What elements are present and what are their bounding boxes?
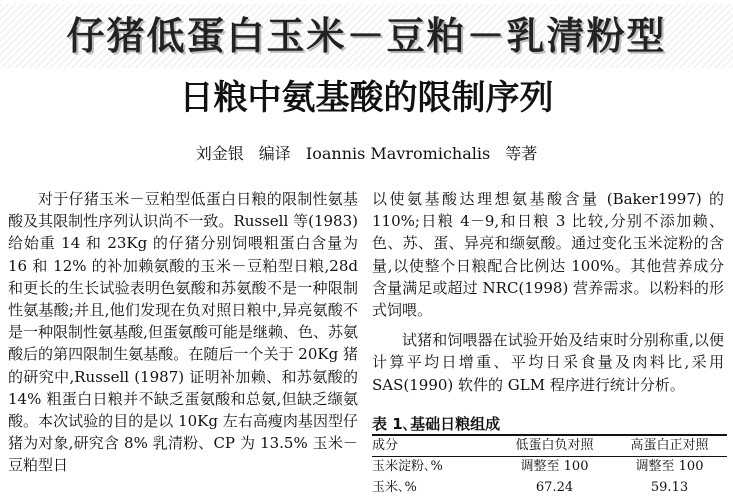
- translator-name: 刘金银: [195, 144, 244, 163]
- table-cell: 调整至 100: [520, 458, 589, 474]
- byline: [0, 142, 733, 166]
- header-low-protein: 低蛋白负对照: [515, 438, 594, 453]
- table-cell: 67.24: [535, 479, 574, 495]
- right-paragraph-2: 试猪和饲喂器在试验开始及结束时分别称重,以便计算平均日增重、平均日采食量及肉料比,采用 SAS(1990) 软件的 GLM 程序进行统计分析。: [372, 331, 724, 394]
- table-cell: 59.13: [650, 479, 689, 495]
- title-banner: [0, 4, 733, 68]
- header-ingredient: 成分: [372, 438, 399, 453]
- page-title: 日粮中氨基酸的限制序列: [179, 78, 554, 118]
- right-paragraph-1: 以使氨基酸达理想氨基酸含量 (Baker1997) 的 110%;日粮 4－9,和日粮 3 比较,分别不添加赖、色、苏、蛋、异亮和缬氨酸。通过变化玉米淀粉的含量,以使整个日粮配合比例达 100%。其他营养成分含量满足或超过 NRC(1998) 营养需求。以粉料的形式饲喂。: [372, 190, 724, 320]
- table-row: [372, 456, 727, 477]
- table-cell: 调整至 100: [635, 458, 704, 474]
- table-header-row: [372, 436, 727, 456]
- header-high-protein: 高蛋白正对照: [630, 438, 709, 453]
- author-name: Ioannis Mavromichalis: [305, 144, 491, 163]
- right-column: [372, 188, 724, 396]
- translator-role: 编译: [258, 144, 291, 163]
- table-caption: 表 1､基础日粮组成: [372, 415, 501, 433]
- table-cell: 玉米､%: [372, 479, 417, 495]
- diet-composition-table: [372, 436, 727, 498]
- title-line-1: 仔猪低蛋白玉米－豆粕－乳清粉型: [66, 14, 667, 58]
- table-cell: 玉米淀粉､%: [372, 458, 443, 474]
- left-paragraph: 对于仔猪玉米－豆粕型低蛋白日粮的限制性氨基酸及其限制性序列认识尚不一致。Russell 等(1983) 给始重 14 和 23Kg 的仔猪分别饲喂粗蛋白含量为 16 和 12% 的补加赖氨酸的玉米－豆粕型日粮,28d 和更长的生长试验表明色氨酸和苏氨酸不是一种限制性氨基酸;并且,他们发现在负对照日粮中,异亮氨酸不是一种限制性氨基酸,但蛋氨酸可能是继赖、色、苏氨酸后的第四限制生氨基酸。在随后一个关于 20Kg 猪的研究中,Russell (1987) 证明补加赖、和苏氨酸的 14% 粗蛋白日粮并不缺乏蛋氨酸和总氨,但缺乏缬氨酸。本次试验的目的是以 10Kg 左右高瘦肉基因型仔猪为对象,研究含 8% 乳清粉、CP 为 13.5% 玉米－豆粕型日: [8, 190, 358, 475]
- author-suffix: 等著: [505, 144, 538, 163]
- left-column: [8, 188, 358, 477]
